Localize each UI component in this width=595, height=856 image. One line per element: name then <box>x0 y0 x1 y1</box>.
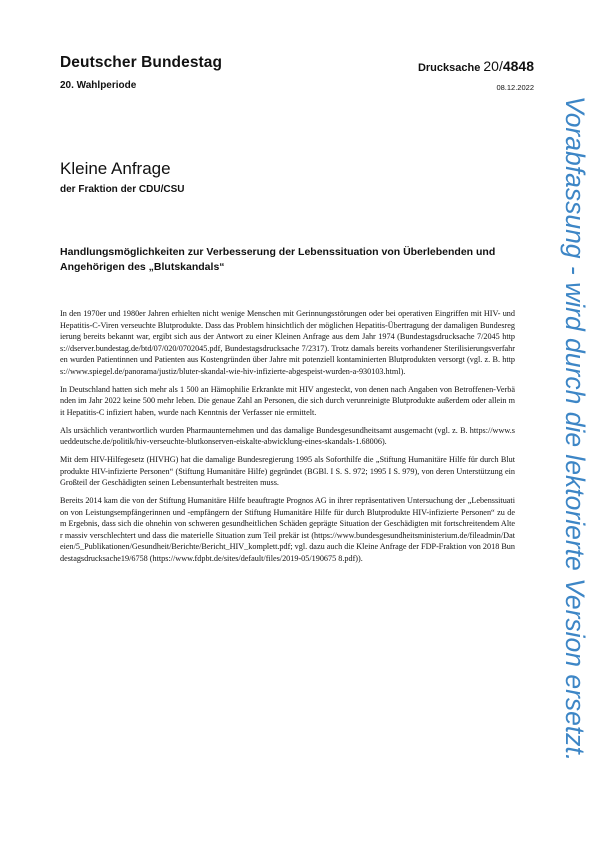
parliament-name: Deutscher Bundestag <box>60 54 223 71</box>
drucksache-number: 4848 <box>502 58 534 74</box>
legislative-period: 20. Wahlperiode <box>60 80 137 91</box>
drucksache-number-prefix: 20/ <box>483 58 503 74</box>
paragraph: Mit dem HIV-Hilfegesetz (HIVHG) hat die damalige Bundesregierung 1995 als Soforthilfe die „Stiftung Humanitäre Hilfe für durch Blutprodukte HIV-infizierte Personen“ (Stiftung Humanitäre Hilfe) gegründet (BGBl. I S. S. 972; 1995 I S. 979), von deren Unterstützung ein Großteil der Geschädigten seinen Lebensunterhalt bestreiten muss. <box>60 455 515 487</box>
paragraph: Als ursächlich verantwortlich wurden Pharmaunternehmen und das damalige Bundesgesundheitsamt ausgemacht (vgl. z. B. https://www.sueddeutsche.de/politik/hiv-verseuchte-blutkonserven-eiskalte-abwicklung-eines-skandals-1.68006). <box>60 425 515 446</box>
body-text <box>60 308 515 571</box>
document-author: der Fraktion der CDU/CSU <box>60 184 185 195</box>
paragraph: In Deutschland hatten sich mehr als 1 500 an Hämophilie Erkrankte mit HIV angesteckt, von denen nach Angaben von Betroffenen-Verbänden im Jahr 2022 keine 500 mehr leben. Die genaue Zahl an Personen, die sich durch verunreinigte Blutprodukte außerdem oder allein mit Hepatitis-C infiziert haben, wurde nach Kenntnis der Verfasser nie ermittelt. <box>60 384 515 417</box>
document-type: Kleine Anfrage <box>60 159 171 178</box>
paragraph: In den 1970er und 1980er Jahren erhielten nicht wenige Menschen mit Gerinnungsstörungen oder bei operativen Eingriffen mit HIV- und Hepatitis-C-Viren verseuchte Blutprodukte. Dass das Problem hinsichtlich der möglichen Hepatitis-Übertragung der damaligen Bundesregierung bereits bekannt war, ergibt sich aus der Antwort zu einer Kleinen Anfrage aus dem Jahr 1974 (Bundestagsdrucksache 7/2045 https://dserver.bundestag.de/btd/07/020/0702045.pdf, Bundestagsdrucksache 7/2317). Trotz damals bereits vorhandener Sterilisierungsverfahren wurden Patientinnen und Patienten aus Kostengründen über Jahre mit potenziell kontaminierten Blutprodukten versorgt (vgl. z. B. https://www.spiegel.de/panorama/justiz/bluter-skandal-wie-hiv-infizierte-abgespeist-wurden-a-930103.html). <box>60 309 515 376</box>
document-title: Handlungsmöglichkeiten zur Verbesserung der Lebenssituation von Überlebenden und Angehörigen des „Blutskandals“ <box>60 246 496 273</box>
paragraph: Bereits 2014 kam die von der Stiftung Humanitäre Hilfe beauftragte Prognos AG in ihrer repräsentativen Untersuchung der „Lebenssituation von Leistungsempfängerinnen und -empfängern der Stiftung Humanitäre Hilfe für durch Blutprodukte HIV-infizierte Personen“ zu dem Ergebnis, dass sich die ohnehin von schweren gesundheitlichen Schäden geprägte Situation der Geschädigten mit fortschreitendem Alter massiv verschlechtert und dass die materielle Situation zum Teil prekär ist (https://www.bundesgesundheitsministerium.de/fileadmin/Dateien/5_Publikationen/Gesundheit/Berichte/Bericht_HIV_komplett.pdf; vgl. dazu auch die Kleine Anfrage der FDP-Fraktion von 2018 Bundestagsdrucksache19/6758 (https://www.fdpbt.de/sites/default/files/2019-05/190675 8.pdf)). <box>60 496 515 563</box>
drucksache-reference <box>418 58 534 74</box>
preliminary-version-note: Vorabfassung - wird durch die lektorierte Version ersetzt. <box>560 96 590 762</box>
document-date: 08.12.2022 <box>496 83 534 92</box>
drucksache-label: Drucksache <box>417 62 481 74</box>
